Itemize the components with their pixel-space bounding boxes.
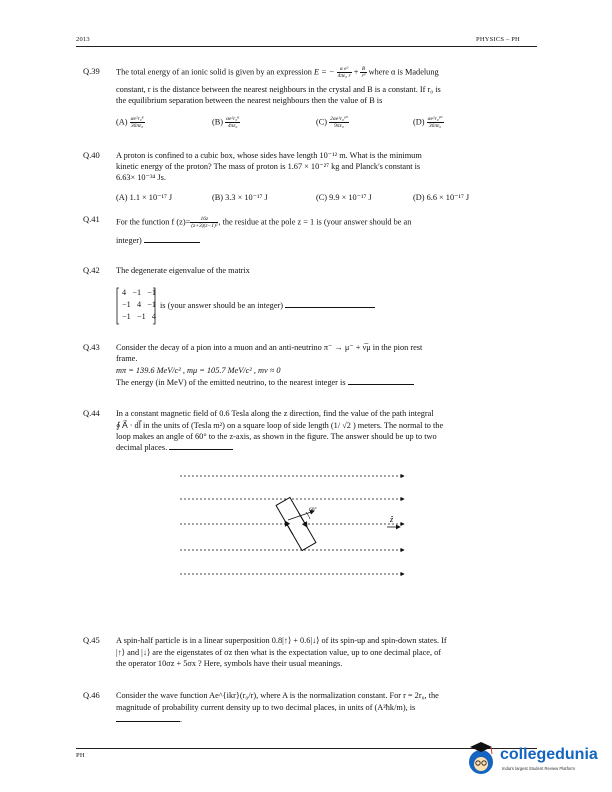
question-40-line1: A proton is confined to a cubic box, whose sides have length 10⁻¹² m. What is the minimum [116, 151, 422, 160]
q39-frac1-num: α e² [337, 66, 352, 73]
brand-name: collegedunia [500, 746, 598, 763]
question-number-42: Q.42 [83, 265, 100, 275]
option-label: (B) [212, 117, 224, 127]
q42-answer-blank[interactable] [285, 301, 375, 308]
brand-tagline: India's largest Student Review Platform [502, 766, 575, 771]
q39-energy-lhs: E = − [314, 67, 335, 77]
q39-frac2-num: B [361, 66, 366, 72]
q39-option-d[interactable] [413, 116, 444, 129]
matrix-cell: −1 [132, 288, 142, 297]
option-label: (D) [413, 117, 425, 127]
matrix-row-3 [122, 312, 156, 321]
question-44-line4 [116, 442, 534, 453]
q44-figure [176, 466, 412, 586]
q41-text-a: For the function f (z)= [116, 217, 191, 227]
option-fraction [427, 116, 444, 129]
matrix-cell: 4 [136, 300, 142, 309]
question-44-line2: ∮ A⃗ · dl⃗ in the units of (Tesla m²) on a square loop of side length (1/ √2 ) meters. The normal to the [116, 421, 444, 430]
footer-code: PH [76, 752, 85, 759]
option-den: 4πε₀ [227, 123, 238, 129]
q41-text-b: , the residue at the pole z = 1 is (your answer should be an [218, 217, 412, 227]
q40-option-c[interactable]: (C) 9.9 × 10⁻¹⁷ J [316, 193, 372, 202]
q41-frac-num: 16z [190, 216, 218, 223]
header-rule [76, 46, 537, 47]
question-41-line2 [116, 235, 534, 246]
angle-label: 60° [309, 507, 317, 513]
question-45-line2: |↑⟩ and |↓⟩ are the eigenstates of σz then what is the expectation value, up to one decimal place, of [116, 648, 442, 657]
question-44-line3: loop makes an angle of 60° to the z-axis, as shown in the figure. The answer should be up to two [116, 432, 437, 441]
option-num: 2αe²r₀¹⁰ [330, 116, 348, 122]
question-number-43: Q.43 [83, 342, 100, 352]
q43-answer-blank[interactable] [348, 378, 414, 385]
matrix-cell: −1 [122, 300, 131, 309]
question-46-line2: magnitude of probability current density up to two decimal places, in units of (A²ħk/m), is [116, 703, 416, 712]
q43-line4-text: The energy (in MeV) of the emitted neutrino, to the nearest integer is [116, 378, 346, 387]
question-45-line3: the operator 10σz + 5σx ? Here, symbols have their usual meanings. [116, 659, 343, 668]
question-45-line1: A spin-half particle is in a linear superposition 0.8|↑⟩ + 0.6|↓⟩ of its spin-up and spin-down states. If [116, 636, 447, 645]
q40-option-d[interactable]: (D) 6.6 × 10⁻¹⁷ J [413, 193, 470, 202]
matrix-cell: 4 [122, 288, 127, 297]
q46-answer-blank[interactable] [116, 715, 183, 724]
q39-plus: + [353, 67, 359, 77]
question-43-line1: Consider the decay of a pion into a muon and an anti-neutrino π⁻ → μ⁻ + ν̅μ in the pion rest [116, 343, 423, 352]
question-number-39: Q.39 [83, 66, 100, 76]
matrix-row-1 [122, 288, 156, 297]
graduate-mascot-icon [462, 738, 500, 776]
option-den: 36πε₀ [130, 123, 144, 129]
question-44-line1: In a constant magnetic field of 0.6 Tesla along the z direction, find the value of the path integral [116, 409, 434, 418]
question-43-line4 [116, 377, 534, 388]
q40-option-a[interactable]: (A) 1.1 × 10⁻¹⁷ J [116, 193, 173, 202]
option-fraction [130, 116, 145, 129]
option-label: (C) [316, 117, 328, 127]
option-num: αe²r₀⁸ [226, 116, 240, 122]
matrix-row-2 [122, 300, 156, 309]
question-number-44: Q.44 [83, 408, 100, 418]
q40-option-b[interactable]: (B) 3.3 × 10⁻¹⁷ J [212, 193, 268, 202]
q41-answer-blank[interactable] [144, 236, 200, 243]
q39-text-a: The total energy of an ionic solid is given by an expression [116, 67, 312, 77]
matrix-cell: −1 [147, 300, 156, 309]
question-number-46: Q.46 [83, 690, 100, 700]
question-40-line3: 6.63× 10⁻³⁴ Js. [116, 173, 166, 182]
q39-fraction-1 [337, 66, 352, 79]
question-46-line1: Consider the wave function Ae^{ikr}(r₀/r), where A is the normalization constant. For r = 2r₀, the [116, 691, 439, 700]
q41-fraction [190, 216, 218, 229]
collegedunia-logo[interactable] [462, 738, 604, 782]
question-43-line3: mπ = 139.6 MeV/c² , mμ = 105.7 MeV/c² , mν ≈ 0 [116, 366, 281, 375]
question-39-line2: constant, r is the distance between the nearest neighbours in the crystal and B is a constant. If r₀ is [116, 85, 441, 94]
q39-frac2-den: r⁹ [361, 73, 366, 79]
q39-option-a[interactable] [116, 116, 145, 129]
question-43-line2: frame. [116, 354, 138, 363]
matrix-cell: −1 [136, 312, 146, 321]
q41-line2-text: integer) [116, 236, 142, 245]
matrix-cell: 4 [151, 312, 156, 321]
option-num: αe²r₀¹⁰ [427, 116, 443, 122]
option-fraction [225, 116, 240, 129]
question-41-line1 [116, 216, 534, 229]
q46-line3-end: . [180, 715, 183, 724]
matrix-cell: −1 [122, 312, 131, 321]
q44-line4-text: decimal places. [116, 443, 168, 452]
question-42-line1: The degenerate eigenvalue of the matrix [116, 266, 250, 275]
q39-option-b[interactable] [212, 116, 240, 129]
question-42-line2 [160, 300, 460, 311]
q39-frac1-den: 4πε₀ r [337, 73, 351, 79]
option-label: (A) [116, 117, 128, 127]
option-fraction [329, 116, 349, 129]
q44-answer-blank[interactable] [169, 443, 233, 450]
q42-line2-text: is (your answer should be an integer) [160, 301, 284, 310]
option-den: 36πε₀ [428, 123, 442, 129]
q41-frac-den: (z+3)(z−1)² [191, 223, 218, 229]
question-number-45: Q.45 [83, 635, 100, 645]
q42-matrix [116, 287, 156, 325]
question-number-40: Q.40 [83, 150, 100, 160]
q39-fraction-2 [360, 66, 366, 79]
header-subject: PHYSICS – PH [476, 36, 520, 43]
question-40-line2: kinetic energy of the proton? The mass of proton is 1.67 × 10⁻²⁷ kg and Planck's constant is [116, 162, 421, 171]
z-axis-label: ẑ [390, 515, 394, 524]
q39-option-c[interactable] [316, 116, 349, 129]
header-year: 2013 [76, 36, 90, 43]
question-39-line3: the equilibrium separation between the nearest neighbours then the value of B is [116, 96, 383, 105]
q39-text-b: where α is Madelung [368, 67, 439, 77]
option-num: αe²r₀⁸ [130, 116, 144, 122]
option-den: 9πε₀ [334, 123, 344, 129]
question-39-line1 [116, 66, 534, 79]
matrix-cell: −1 [147, 288, 156, 297]
question-number-41: Q.41 [83, 214, 100, 224]
question-46-line3 [116, 714, 534, 725]
